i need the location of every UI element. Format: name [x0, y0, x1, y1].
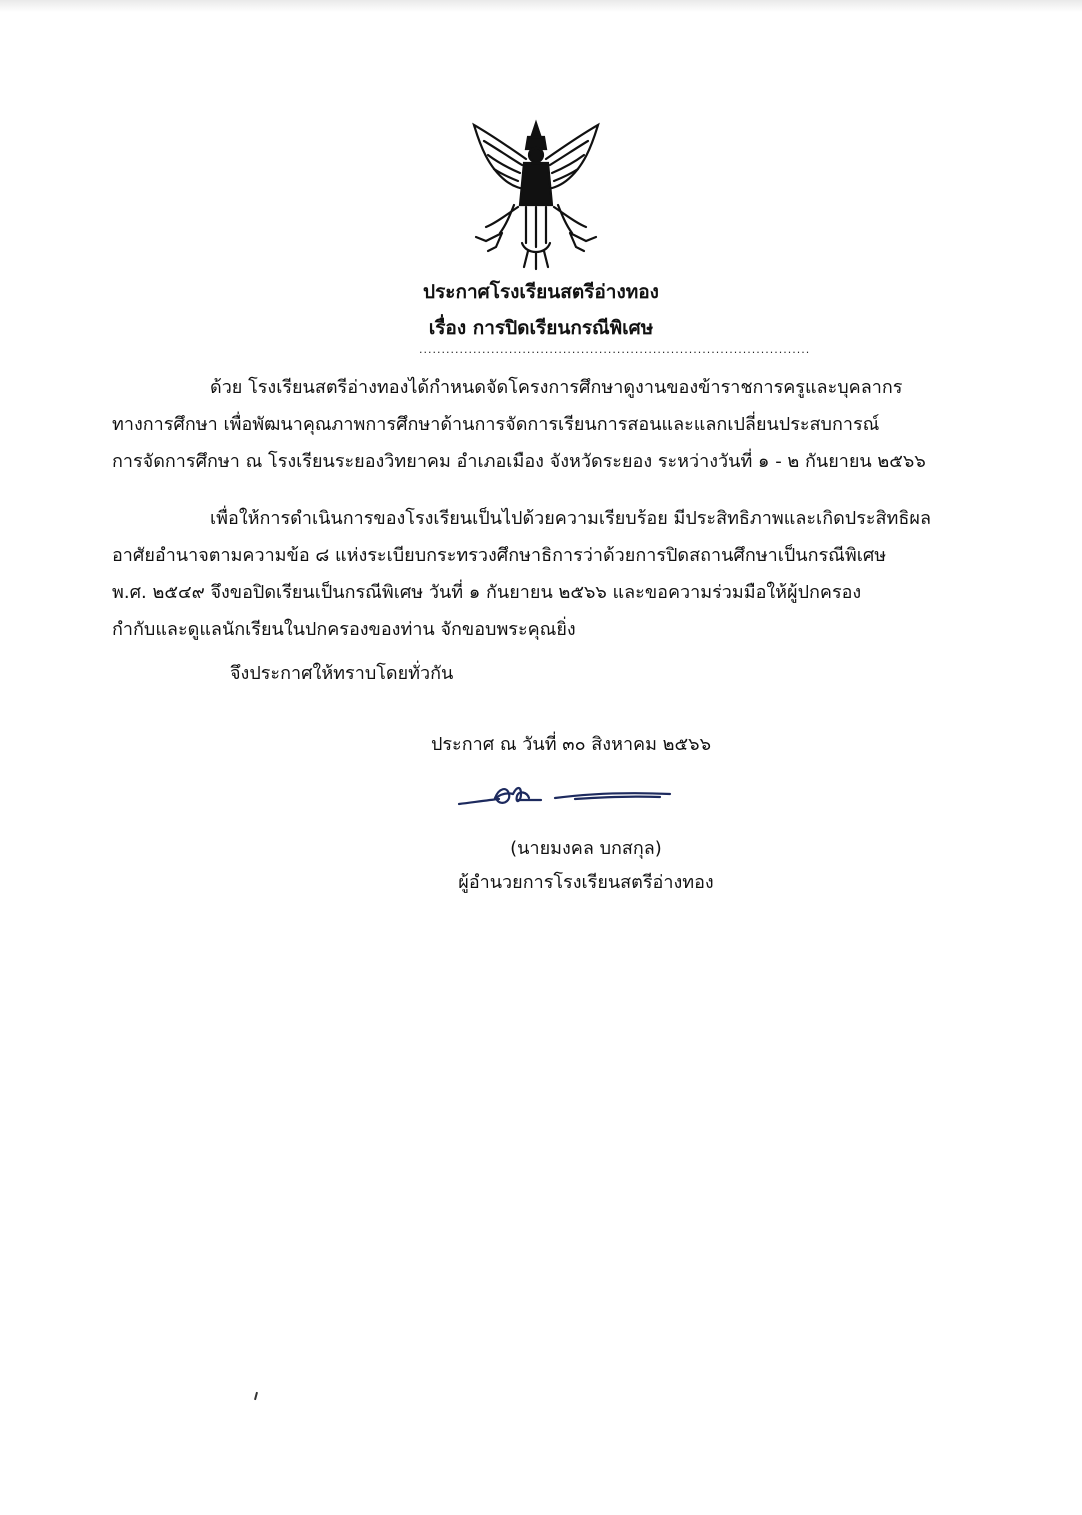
- garuda-emblem-icon: [466, 115, 606, 273]
- paragraph-line: ทางการศึกษา เพื่อพัฒนาคุณภาพการศึกษาด้านการจัดการเรียนการสอนและแลกเปลี่ยนประสบการณ์: [112, 414, 880, 435]
- paragraph-line: พ.ศ. ๒๕๔๙ จึงขอปิดเรียนเป็นกรณีพิเศษ วันที่ ๑ กันยายน ๒๕๖๖ และขอความร่วมมือให้ผู้ปกครอง: [112, 582, 862, 603]
- signer-position: ผู้อำนวยการโรงเรียนสตรีอ่างทอง: [458, 872, 714, 893]
- signer-name: (นายมงคล บกสกุล): [510, 838, 662, 859]
- paragraph-1: [112, 369, 972, 480]
- paragraph-2: [112, 500, 972, 648]
- announcement-title: ประกาศโรงเรียนสตรีอ่างทอง: [423, 281, 659, 303]
- scan-edge-shadow: [0, 0, 1082, 12]
- scan-speck: [254, 1392, 258, 1400]
- paragraph-line: อาศัยอำนาจตามความข้อ ๘ แห่งระเบียบกระทรวงศึกษาธิการว่าด้วยการปิดสถานศึกษาเป็นกรณีพิเศษ: [112, 545, 887, 566]
- closing-statement: จึงประกาศให้ทราบโดยทั่วกัน: [230, 663, 454, 684]
- dotted-divider: .......................................................................................: [419, 343, 811, 356]
- handwritten-signature: [455, 780, 680, 814]
- paragraph-line: กำกับและดูแลนักเรียนในปกครองของท่าน จักขอบพระคุณยิ่ง: [112, 619, 576, 640]
- announcement-subject: เรื่อง การปิดเรียนกรณีพิเศษ: [428, 317, 654, 339]
- paragraph-line: เพื่อให้การดำเนินการของโรงเรียนเป็นไปด้วยความเรียบร้อย มีประสิทธิภาพและเกิดประสิทธิผล: [210, 508, 931, 529]
- paragraph-line: ด้วย โรงเรียนสตรีอ่างทองได้กำหนดจัดโครงการศึกษาดูงานของข้าราชการครูและบุคลากร: [210, 377, 903, 398]
- announcement-date: ประกาศ ณ วันที่ ๓๐ สิงหาคม ๒๕๖๖: [430, 734, 712, 755]
- paragraph-line: การจัดการศึกษา ณ โรงเรียนระยองวิทยาคม อำเภอเมือง จังหวัดระยอง ระหว่างวันที่ ๑ - ๒ กันยายน ๒๕๖๖: [112, 451, 926, 472]
